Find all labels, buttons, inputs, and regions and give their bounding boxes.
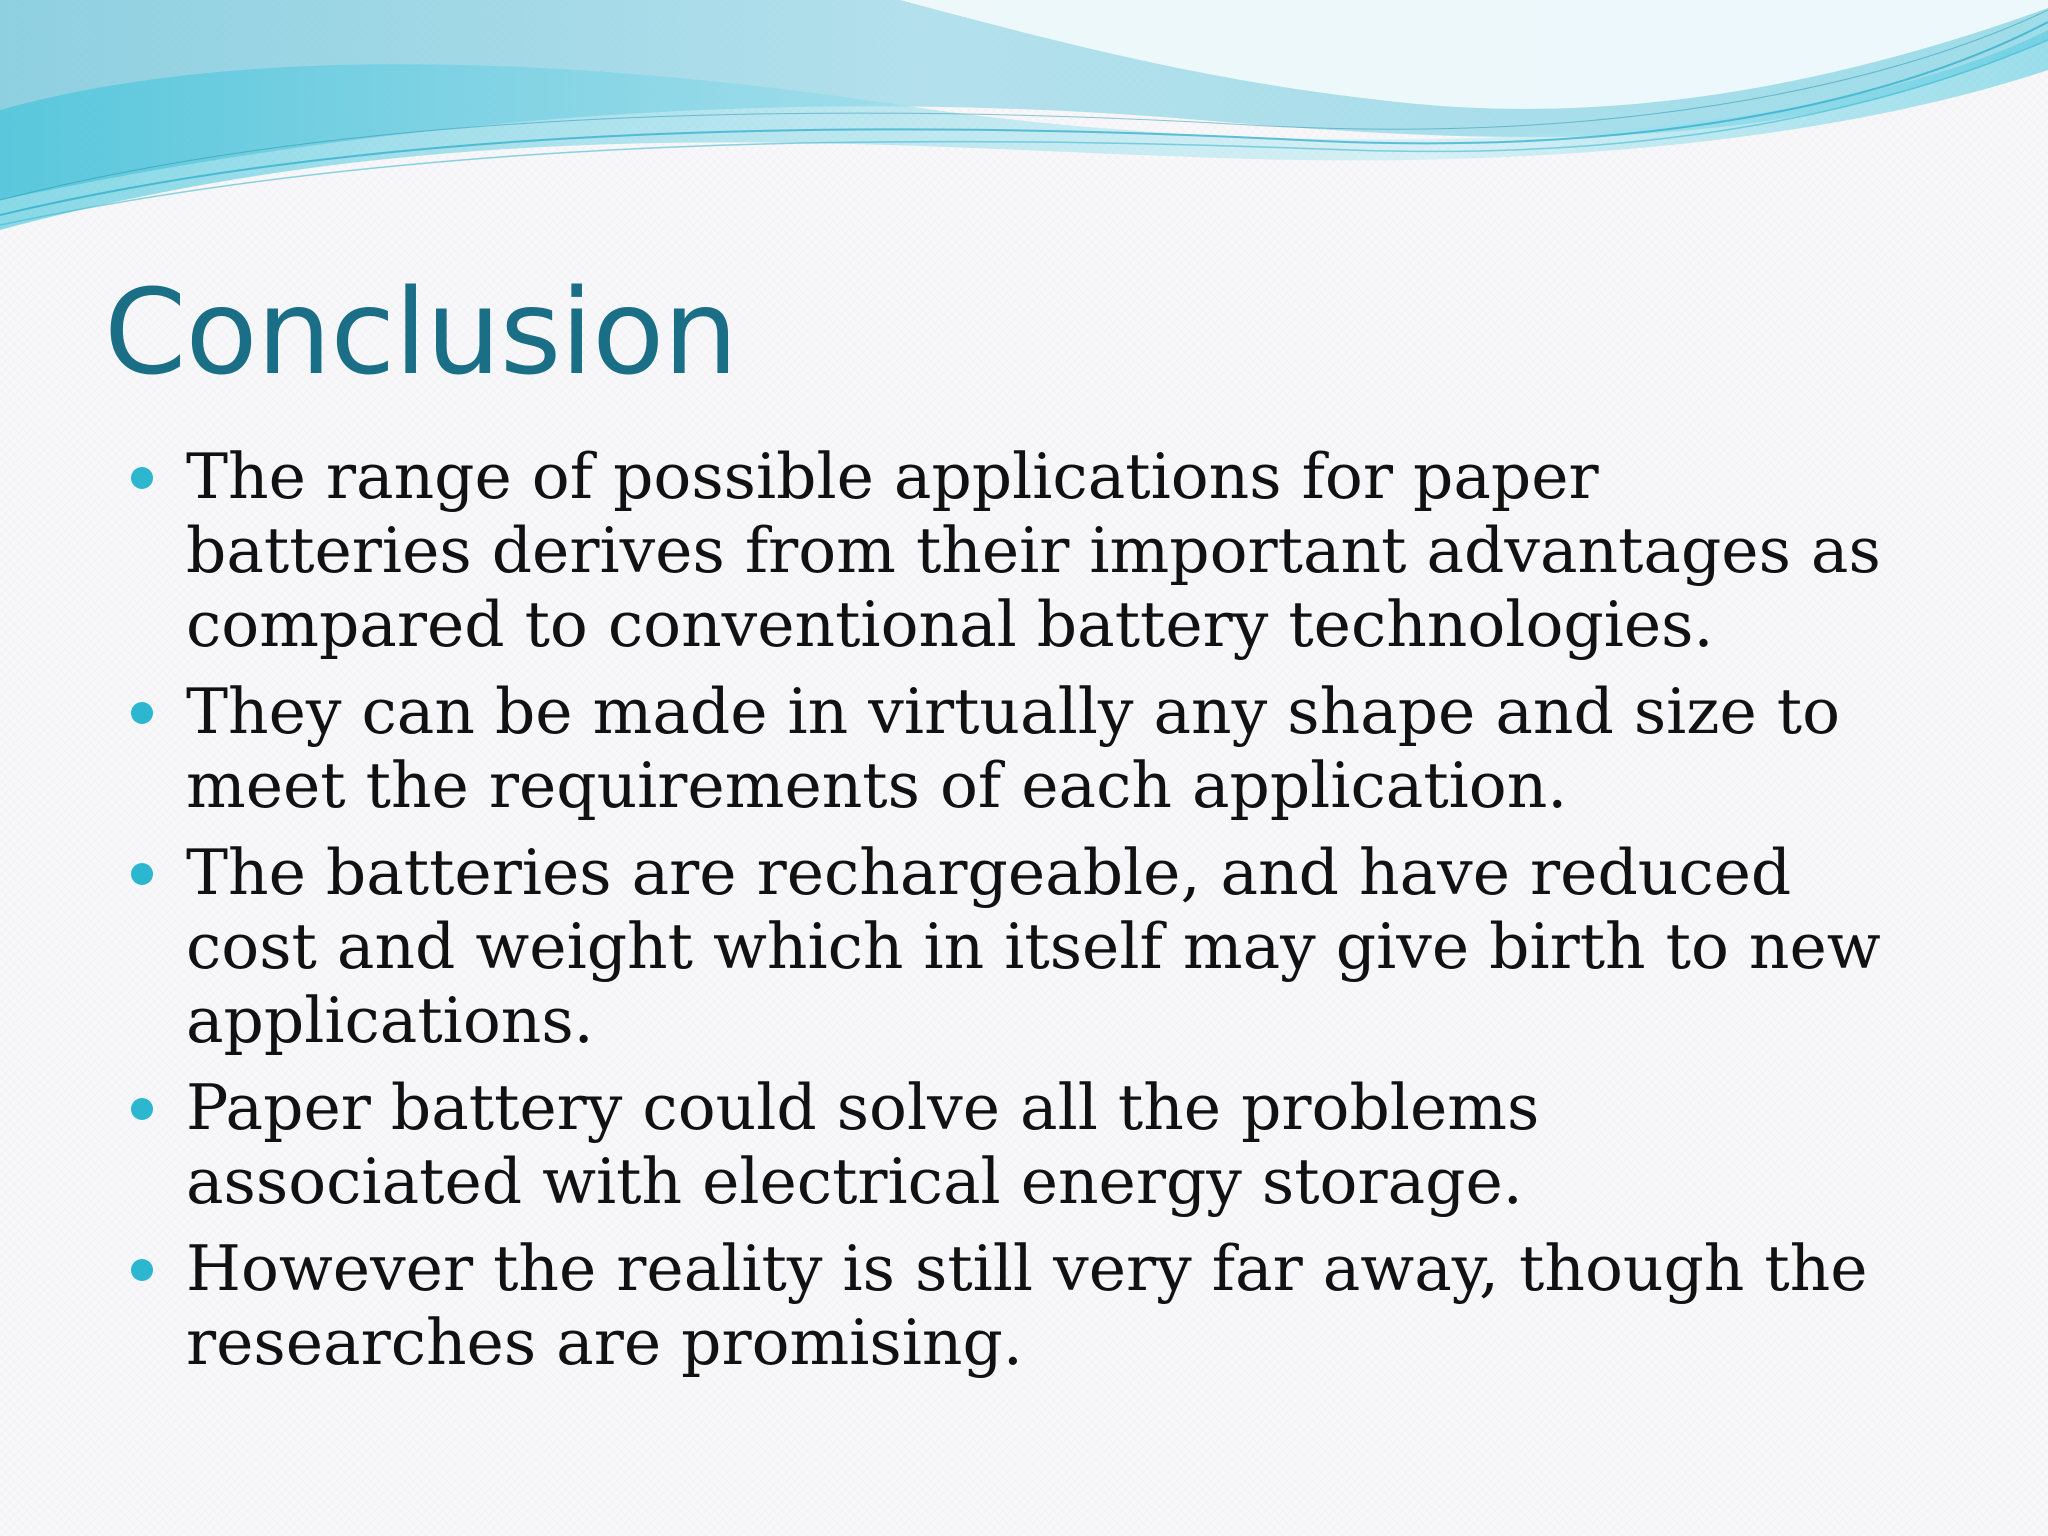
bullet-text: Paper battery could solve all the problems associated with electrical energy storage. bbox=[186, 1071, 1540, 1218]
list-item bbox=[124, 675, 1884, 823]
bullet-text: However the reality is still very far away, though the researches are promising. bbox=[186, 1232, 1868, 1379]
bullet-text: The range of possible applications for paper batteries derives from their important advantages as compared to conventional battery technologies. bbox=[186, 440, 1881, 661]
bullet-text: The batteries are rechargeable, and have reduced cost and weight which in itself may give birth to new applications. bbox=[186, 836, 1881, 1057]
list-item bbox=[124, 1232, 1884, 1380]
list-item bbox=[124, 440, 1884, 662]
bullet-icon bbox=[131, 702, 153, 724]
bullet-icon bbox=[131, 1259, 153, 1281]
bullet-icon bbox=[131, 467, 153, 489]
list-item bbox=[124, 836, 1884, 1058]
list-item bbox=[124, 1071, 1884, 1219]
slide-title: Conclusion bbox=[104, 263, 738, 401]
header-wave-decoration bbox=[0, 0, 2048, 240]
bullet-icon bbox=[131, 863, 153, 885]
bullet-icon bbox=[131, 1098, 153, 1120]
bullet-text: They can be made in virtually any shape and size to meet the requirements of each application. bbox=[186, 675, 1841, 822]
bullet-list bbox=[124, 440, 1884, 1393]
